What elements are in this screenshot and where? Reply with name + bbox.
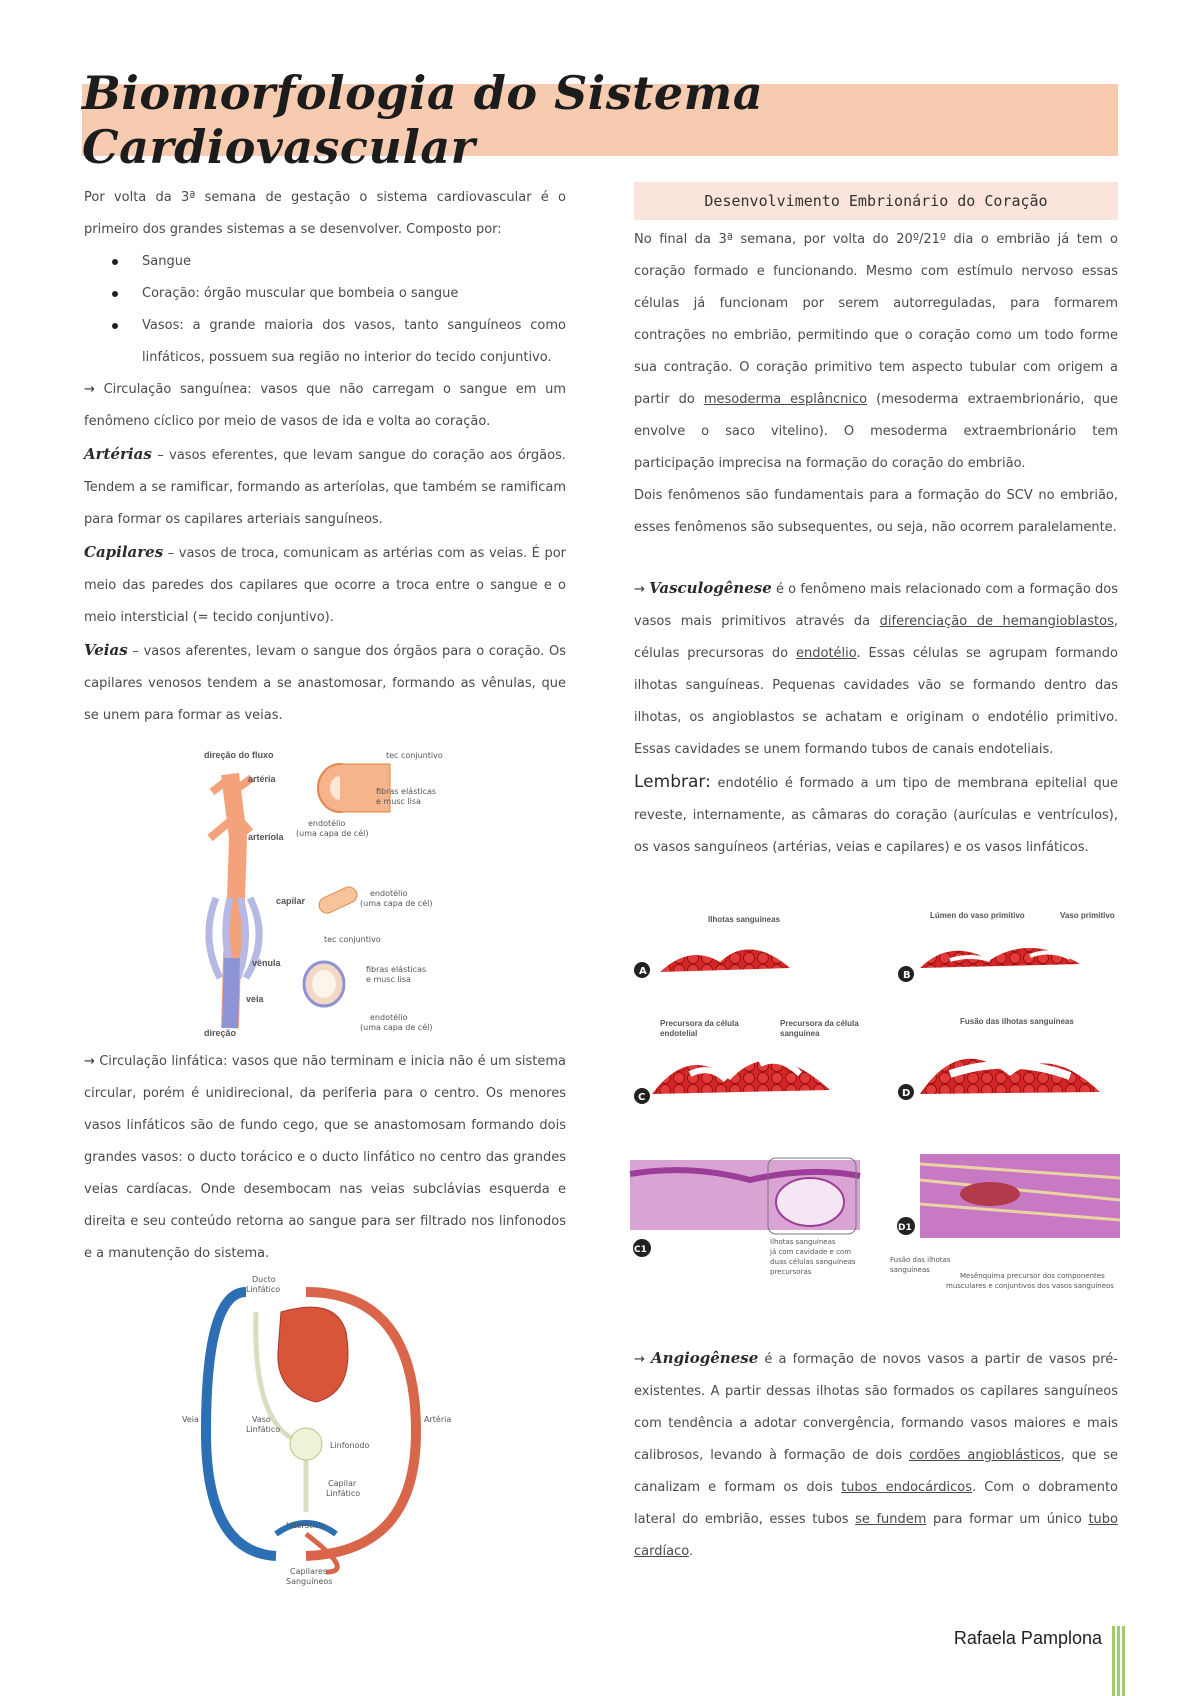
vaso-label: Vaso: [252, 1415, 271, 1424]
capilar-linf-label: Linfático: [326, 1489, 361, 1498]
vasc-underline-1: diferenciação de hemangioblastos: [879, 614, 1114, 629]
vaso-linf-label: Linfático: [246, 1425, 281, 1434]
list-item: Vasos: a grande maioria dos vasos, tanto sanguíneos como linfáticos, possuem sua região no interior do tecido conjuntivo.: [108, 310, 566, 374]
vaso-prim-label: Vaso primitivo: [1060, 911, 1115, 920]
ang-underline-2: tubos endocárdicos: [841, 1480, 972, 1495]
vein-loop: [206, 1292, 276, 1556]
ang-text-c: . Com o dobramento lateral do embrião, esses tubos: [634, 1480, 1119, 1527]
tec-label-1: tec conjuntivo: [386, 751, 443, 760]
vasc-text-c: . Essas células se agrupam formando ilhotas sanguíneas. Pequenas cavidades vão se formando dentro das ilhotas, os angioblastos se achatam e originam o endotélio primitivo. Essas cavidades se unem formando tubos de canais endoteliais.: [634, 646, 1118, 757]
embryo-paragraph-1: [634, 224, 1118, 480]
c1-caption-1: Ilhotas sanguíneas: [770, 1238, 836, 1246]
arteria-label: artéria: [248, 774, 276, 784]
intro-text: Por volta da 3ª semana de gestação o sistema cardiovascular é o primeiro dos grandes sistemas a se desenvolver. Composto por:: [84, 190, 566, 237]
page-title: Biomorfologia do Sistema Cardiovascular: [82, 66, 764, 174]
capillary-cross-section: [316, 884, 359, 915]
angiogenese-term: Angiogênese: [651, 1349, 759, 1367]
ducto-label: Ducto: [252, 1275, 276, 1284]
arrow-icon: →: [84, 1054, 100, 1069]
vasc-text-b: células precursoras do: [634, 646, 789, 661]
lembrar-label: Lembrar:: [634, 772, 711, 792]
prec-endo-label-1: Precursora da célula: [660, 1019, 739, 1028]
d1-caption-3: Mesênquima precursor dos componentes: [960, 1272, 1105, 1280]
right-column-lower: [634, 1342, 1118, 1568]
arterias-term: Artérias: [84, 445, 152, 463]
ang-text-d: para formar um único: [932, 1512, 1082, 1527]
endotelio-label-2: endotélio: [370, 889, 408, 898]
title-banner: [82, 66, 1118, 174]
capilar-label: capilar: [276, 896, 306, 906]
arterias-body: vasos eferentes, que levam sangue do coração aos órgãos. Tendem a se ramificar, formando as arteríolas, que também se ramificam para formar os capilares arteriais sanguíneos.: [84, 448, 566, 527]
capilares-body: vasos de troca, comunicam as artérias com as veias. É por meio das paredes dos capilares que ocorre a troca entre o sangue e o meio intersticial (= tecido conjuntivo).: [84, 546, 566, 625]
ang-underline-3: se fundem: [855, 1512, 927, 1527]
circulacao-linfatica-text: [84, 1046, 566, 1270]
veias-body: vasos aferentes, levam o sangue dos órgãos para o coração. Os capilares venosos tendem a se anastomosar, formando as vênulas, que se unem para formar as veias.: [84, 644, 566, 723]
direcao-label: direção: [204, 1028, 237, 1038]
linfatico-label: Linfático: [246, 1285, 281, 1294]
panel-c-islands: [652, 1060, 830, 1094]
p1-end-text: (mesoderma extraembrionário, que envolve o saco vitelino). O mesoderma extraembrionário tem participação imprecisa na formação do coração do embrião.: [634, 392, 1118, 471]
panel-d1-label: D1: [898, 1223, 912, 1233]
capilar-label: Capilar: [328, 1479, 357, 1488]
panel-b-label: B: [903, 970, 911, 981]
circulacao-sanguinea-body: Circulação sanguínea: vasos que não carregam o sangue em um fenômeno cíclico por meio de vasos de ida e volta ao coração.: [84, 382, 566, 429]
veia-label: Veia: [182, 1415, 199, 1424]
embryo-paragraph-2: Dois fenômenos são fundamentais para a formação do SCV no embrião, esses fenômenos são subsequentes, ou seja, não ocorrem paralelamente.: [634, 488, 1118, 535]
d1-caption-2: sanguíneas: [890, 1266, 930, 1274]
vasculogenese-term: Vasculogênese: [649, 579, 772, 597]
capilares-text: Capilares – vasos de troca, comunicam as artérias com as veias. É por meio das paredes dos capilares que ocorre a troca entre o sangue e o meio intersticial (= tecido conjuntivo).: [84, 543, 566, 625]
circulacao-sanguinea-text: [84, 374, 566, 438]
endotelio-label-3: endotélio: [370, 1013, 408, 1022]
heart-icon: [278, 1307, 348, 1402]
ang-underline-1: cordões angioblásticos: [909, 1448, 1061, 1463]
vasc-underline-2: endotélio: [796, 646, 857, 661]
flow-label: direção do fluxo: [204, 750, 274, 760]
arterias-text: Artérias – vasos eferentes, que levam sangue do coração aos órgãos. Tendem a se ramificar, formando as arteríolas, que também se ramificam para formar os capilares arteriais sanguíneos.: [84, 445, 566, 527]
musc-label-2: e musc lisa: [366, 975, 411, 984]
prec-endo-label-2: endotelial: [660, 1029, 698, 1038]
camada-label-3: (uma capa de cél): [360, 1023, 433, 1032]
right-column: [634, 182, 1118, 864]
venula-label: vênula: [252, 958, 281, 968]
c1-caption-3: duas células sanguíneas: [770, 1258, 856, 1266]
ang-text-e: .: [688, 1544, 694, 1559]
panel-a-islands: [660, 949, 790, 972]
author-name: Rafaela Pamplona: [953, 1628, 1102, 1648]
list-item: Sangue: [108, 246, 566, 278]
list-item: Coração: órgão muscular que bombeia o sangue: [108, 278, 566, 310]
tec-label-2: tec conjuntivo: [324, 935, 381, 944]
ilhotas-label: Ilhotas sanguíneas: [708, 915, 781, 924]
endotelio-label-1: endotélio: [308, 819, 346, 828]
fibras-label-2: fibras elásticas: [366, 965, 427, 974]
arrow-icon: →: [84, 382, 104, 397]
lumen-label: Lúmen do vaso primitivo: [930, 911, 1025, 920]
veias-term: Veias: [84, 641, 128, 659]
footer-decoration: [1112, 1626, 1126, 1696]
linfonodo-label: Linfonodo: [330, 1441, 370, 1450]
lymphatic-circulation-figure: [182, 1272, 476, 1592]
d1-caption-4: musculares e conjuntivos dos vasos sanguíneos: [946, 1282, 1114, 1290]
prec-sang-label-1: Precursora da célula: [780, 1019, 859, 1028]
panel-c1-label: C1: [634, 1245, 647, 1255]
musc-label-1: e musc lisa: [376, 797, 421, 806]
embryo-vasculogenesis-figure: [630, 904, 1130, 1304]
arteriola-label: arteríola: [248, 832, 284, 842]
sanguineos-label: Sanguíneos: [286, 1577, 333, 1586]
ang-text-b: , que se canalizam e formam os dois: [634, 1448, 1118, 1495]
p1-text: No final da 3ª semana, por volta do 20º/21º dia o embrião já tem o coração formado e funcionando. Mesmo com estímulo nervoso essas células já funcionam por serem autorreguladas, para formarem contrações no embrião, permitindo que o coração como um todo forme sua contração. O coração primitivo tem aspecto tubular com origem a partir do: [634, 232, 1118, 407]
panel-c-label: C: [638, 1092, 646, 1103]
vein-shape: [230, 958, 232, 1028]
blood-vessels-figure: [190, 748, 470, 1040]
camada-label-2: (uma capa de cél): [360, 899, 433, 908]
capilares-term: Capilares: [84, 543, 164, 561]
circulacao-linfatica-body: Circulação linfática: vasos que não terminam e inicia não é um sistema circular, porém é unidirecional, da periferia para o centro. Os menores vasos linfáticos são de fundo cego, que se anastomosam formando dois grandes vasos: o ducto torácico e o ducto linfático no centro das grandes veias cardíacas. Onde desembocam nas veias subclávias esquerda e direita e seu conteúdo retorna ao sangue para ser filtrado nos linfonodos e a manutenção do sistema.: [84, 1054, 566, 1261]
lymph-node: [290, 1428, 322, 1460]
mesoderma-term: mesoderma esplâncnico: [703, 392, 868, 407]
arrow-icon: →: [634, 582, 650, 597]
fibras-label-1: fibras elásticas: [376, 787, 437, 796]
intersticio-label: Interstício: [286, 1521, 326, 1530]
panel-a-label: A: [639, 966, 647, 977]
vasculogenese-text: → Vasculogênese é o fenômeno mais relacionado com a formação dos vasos mais primitivos através da diferenciação de hemangioblastos, células precursoras do endotélio. Essas células se agrupam formando ilhotas sanguíneas. Pequenas cavidades vão se formando dentro das ilhotas, os angioblastos se achatam e originam o endotélio primitivo. Essas cavidades se unem formando tubos de canais endoteliais.: [634, 579, 1119, 757]
arteria-label: Artéria: [424, 1415, 452, 1424]
c1-caption-4: precursoras: [770, 1268, 812, 1276]
veias-text: Veias – vasos aferentes, levam o sangue dos órgãos para o coração. Os capilares venosos tendem a se anastomosar, formando as vênulas, que se unem para formar as veias.: [84, 641, 566, 723]
d1-caption-1: Fusão das ilhotas: [890, 1256, 951, 1264]
components-list: [84, 246, 566, 374]
prec-sang-label-2: sanguínea: [780, 1029, 820, 1038]
left-column-lower: [84, 1046, 566, 1270]
arrow-icon: →: [634, 1352, 652, 1367]
vasc-text-a: é o fenômeno mais relacionado com a formação dos vasos mais primitivos através da: [634, 582, 1119, 629]
camada-label-1: (uma capa de cél): [296, 829, 369, 838]
ang-underline-4: tubo cardíaco: [634, 1512, 1118, 1559]
veia-label: veia: [246, 994, 264, 1004]
lembrar-body: endotélio é formado a um tipo de membrana epitelial que reveste, internamente, as câmaras do coração (aurículas e ventrículos), os vasos sanguíneos (artérias, veias e capilares) e os vasos linfáticos.: [634, 776, 1118, 855]
left-column: [84, 182, 566, 732]
fusao-label: Fusão das ilhotas sanguíneas: [960, 1017, 1074, 1026]
section-title: Desenvolvimento Embrionário do Coração: [634, 182, 1118, 220]
lembrar-text: [634, 766, 1118, 864]
angiogenese-text: [634, 1342, 1118, 1568]
c1-caption-2: já com cavidade e com: [770, 1248, 852, 1256]
ang-text-a: é a formação de novos vasos a partir de vasos pré-existentes. A partir dessas ilhotas são formados os capilares sanguíneos com tendência a adotar convergência, formando vasos maiores e mais calibrosos, levando à formação de dois: [634, 1352, 1118, 1463]
capilares-label: Capilares: [290, 1567, 328, 1576]
panel-b-islands: [920, 948, 1080, 968]
panel-d-label: D: [902, 1088, 911, 1099]
